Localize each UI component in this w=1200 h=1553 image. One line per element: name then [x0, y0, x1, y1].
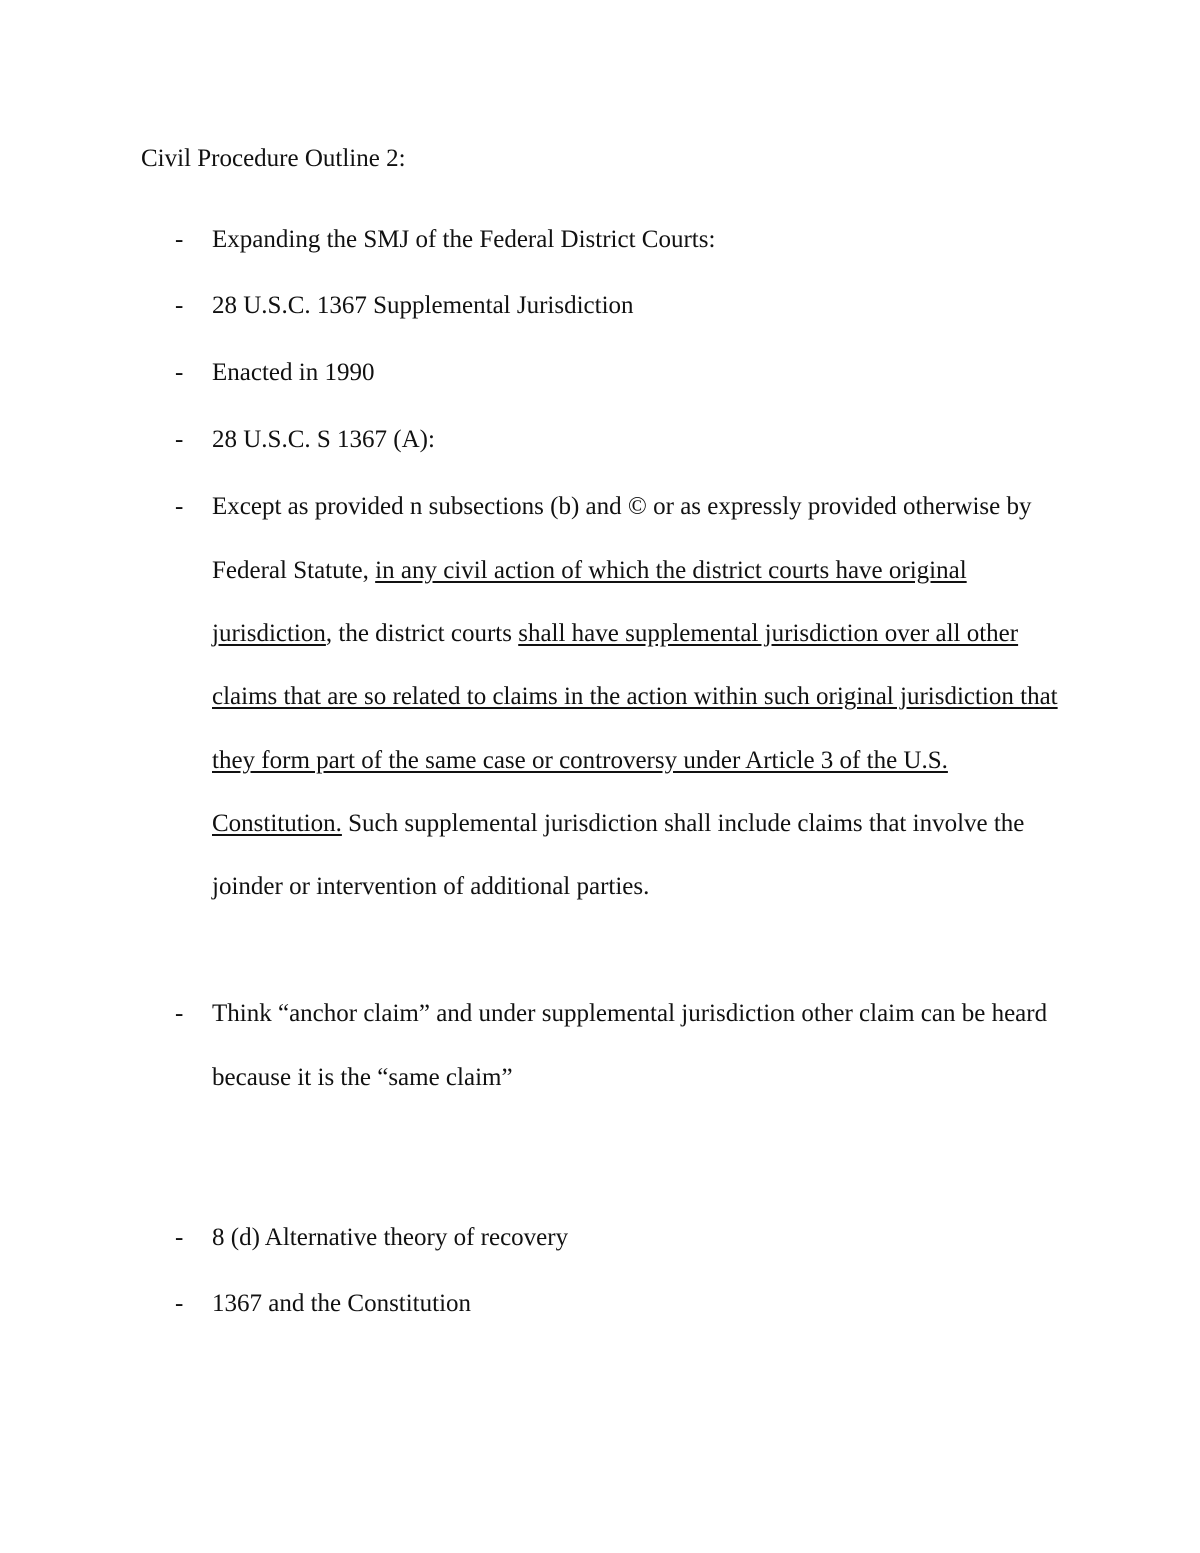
list-item-text: Enacted in 1990: [212, 359, 375, 387]
bullet-dash: -: [175, 426, 184, 453]
bullet-dash: -: [175, 359, 184, 386]
bullet-dash: -: [175, 292, 184, 319]
statute-quote-text: [212, 475, 1072, 918]
text-segment: Such supplemental jurisdiction shall include claims that involve the joinder or intervention of additional parties.: [212, 809, 1025, 901]
list-item-text: 28 U.S.C. S 1367 (A):: [212, 426, 435, 454]
list-item-text: 1367 and the Constitution: [212, 1290, 472, 1318]
bullet-dash: -: [175, 1000, 184, 1027]
bullet-dash: -: [175, 493, 184, 520]
bullet-dash: -: [175, 1290, 184, 1317]
list-item-text: 28 U.S.C. 1367 Supplemental Jurisdiction: [212, 292, 634, 320]
bullet-dash: -: [175, 226, 184, 253]
document-title: Civil Procedure Outline 2:: [141, 145, 406, 172]
list-item-text: 8 (d) Alternative theory of recovery: [212, 1224, 569, 1252]
text-segment: Except as provided n subsections (b) and © or as expressly provided otherwise by Federal Statute,: [212, 493, 1032, 584]
list-item-text: Expanding the SMJ of the Federal District Courts:: [212, 226, 716, 254]
underlined-segment: shall have supplemental jurisdiction over all other claims that are so related to claims in the action within such original jurisdiction that they form part of the same case or controversy under Article 3 of the U.S. Constitution.: [212, 620, 1058, 837]
text-segment: , the district courts: [325, 620, 519, 647]
bullet-dash: -: [175, 1224, 184, 1251]
list-item-text: Think “anchor claim” and under supplemental jurisdiction other claim can be heard because it is the “same claim”: [212, 1000, 1048, 1091]
underlined-segment: in any civil action of which the district courts have original jurisdiction: [212, 556, 967, 647]
